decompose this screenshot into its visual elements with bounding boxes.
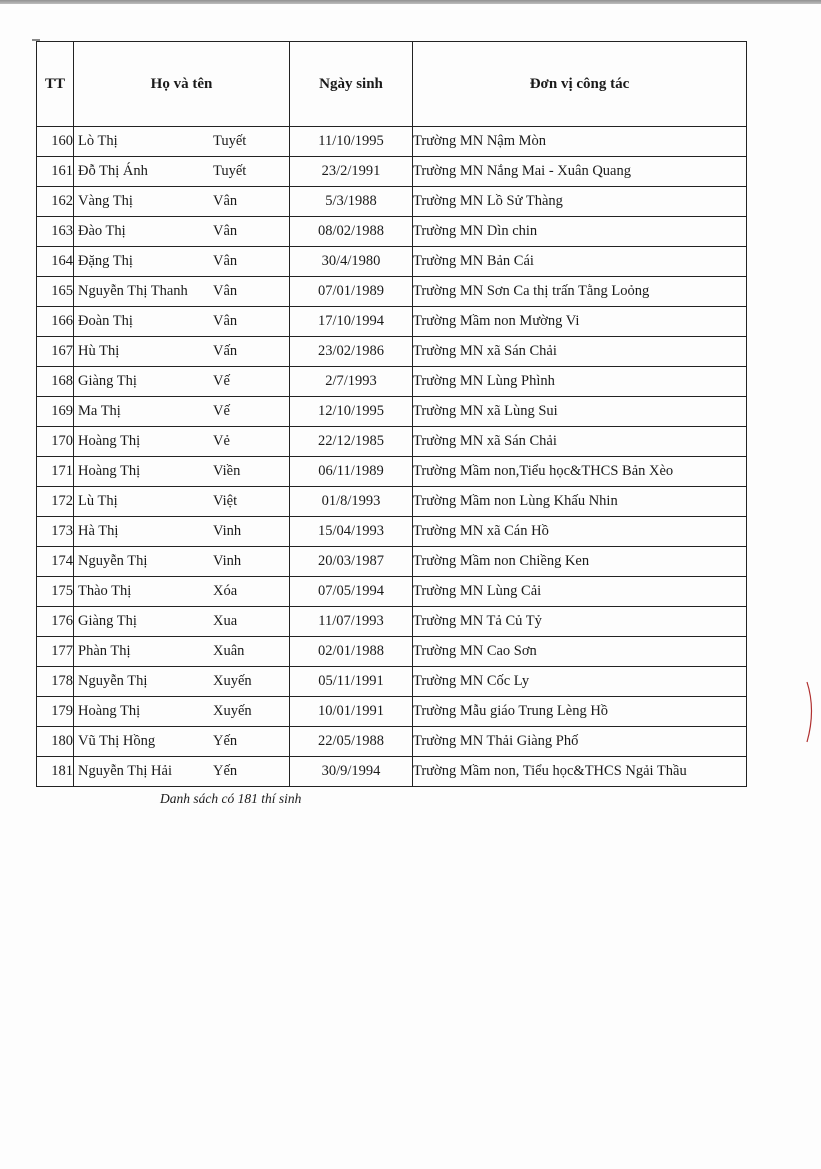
- scan-edge: [0, 0, 821, 4]
- cell-unit: Trường MN Tả Củ Tỷ: [413, 607, 747, 637]
- cell-name: [74, 397, 290, 427]
- cell-name: [74, 727, 290, 757]
- cell-dob: 15/04/1993: [290, 517, 413, 547]
- cell-unit: Trường MN xã Lùng Sui: [413, 397, 747, 427]
- table-row: [37, 187, 747, 217]
- table-row: [37, 337, 747, 367]
- cell-dob: 20/03/1987: [290, 547, 413, 577]
- table-row: [37, 517, 747, 547]
- cell-dob: 17/10/1994: [290, 307, 413, 337]
- cell-dob: 07/05/1994: [290, 577, 413, 607]
- header-dob: Ngày sinh: [290, 42, 413, 127]
- last-name: Xóa: [213, 583, 238, 599]
- cell-tt: 179: [37, 697, 74, 727]
- cell-dob: 11/10/1995: [290, 127, 413, 157]
- cell-unit: Trường Mẫu giáo Trung Lèng Hồ: [413, 697, 747, 727]
- cell-name: [74, 517, 290, 547]
- cell-tt: 170: [37, 427, 74, 457]
- last-name: Xuân: [213, 643, 245, 659]
- cell-unit: Trường MN Cao Sơn: [413, 637, 747, 667]
- cell-unit: Trường Mầm non Lùng Khấu Nhin: [413, 487, 747, 517]
- cell-name: [74, 337, 290, 367]
- cell-name: [74, 307, 290, 337]
- table-row: [37, 487, 747, 517]
- cell-dob: 22/05/1988: [290, 727, 413, 757]
- given-name: Hà Thị: [78, 523, 119, 539]
- given-name: Nguyễn Thị: [78, 673, 148, 689]
- cell-dob: 23/02/1986: [290, 337, 413, 367]
- cell-name: [74, 367, 290, 397]
- cell-unit: Trường MN xã Sán Chải: [413, 427, 747, 457]
- table-row: [37, 457, 747, 487]
- cell-unit: Trường MN xã Sán Chải: [413, 337, 747, 367]
- table-row: [37, 757, 747, 787]
- cell-name: [74, 277, 290, 307]
- last-name: Vân: [213, 253, 238, 269]
- cell-dob: 23/2/1991: [290, 157, 413, 187]
- cell-tt: 161: [37, 157, 74, 187]
- candidate-table: [36, 41, 747, 787]
- last-name: Tuyết: [213, 133, 247, 149]
- cell-dob: 12/10/1995: [290, 397, 413, 427]
- cell-unit: Trường MN Lùng Phình: [413, 367, 747, 397]
- table-row: [37, 577, 747, 607]
- cell-unit: Trường MN Cốc Ly: [413, 667, 747, 697]
- cell-name: [74, 247, 290, 277]
- cell-tt: 164: [37, 247, 74, 277]
- cell-unit: Trường MN Lùng Cải: [413, 577, 747, 607]
- last-name: Vinh: [213, 523, 242, 539]
- cell-tt: 175: [37, 577, 74, 607]
- cell-dob: 11/07/1993: [290, 607, 413, 637]
- table-row: [37, 427, 747, 457]
- given-name: Hoàng Thị: [78, 703, 141, 719]
- given-name: Nguyễn Thị Hải: [78, 763, 172, 779]
- cell-name: [74, 457, 290, 487]
- cell-dob: 05/11/1991: [290, 667, 413, 697]
- cell-tt: 167: [37, 337, 74, 367]
- cell-dob: 01/8/1993: [290, 487, 413, 517]
- cell-unit: Trường MN Nậm Mòn: [413, 127, 747, 157]
- cell-unit: Trường MN Lồ Sử Thàng: [413, 187, 747, 217]
- footnote: Danh sách có 181 thí sinh: [160, 791, 302, 806]
- given-name: Ma Thị: [78, 403, 121, 419]
- last-name: Vẻ: [213, 433, 230, 449]
- table-row: [37, 157, 747, 187]
- cell-dob: 06/11/1989: [290, 457, 413, 487]
- last-name: Xuyến: [213, 673, 252, 689]
- table-row: [37, 637, 747, 667]
- cell-tt: 176: [37, 607, 74, 637]
- cell-unit: Trường MN Thải Giàng Phố: [413, 727, 747, 757]
- given-name: Nguyễn Thị Thanh: [78, 283, 188, 299]
- cell-tt: 180: [37, 727, 74, 757]
- cell-dob: 08/02/1988: [290, 217, 413, 247]
- header-tt: TT: [37, 42, 74, 127]
- cell-tt: 168: [37, 367, 74, 397]
- table-row: [37, 127, 747, 157]
- given-name: Giàng Thị: [78, 373, 137, 389]
- cell-tt: 181: [37, 757, 74, 787]
- last-name: Xuyến: [213, 703, 252, 719]
- given-name: Hù Thị: [78, 343, 120, 359]
- margin-mark: [803, 680, 817, 744]
- given-name: Đoàn Thị: [78, 313, 133, 329]
- cell-tt: 166: [37, 307, 74, 337]
- cell-tt: 160: [37, 127, 74, 157]
- cell-name: [74, 667, 290, 697]
- given-name: Lò Thị: [78, 133, 118, 149]
- cell-dob: 5/3/1988: [290, 187, 413, 217]
- given-name: Vàng Thị: [78, 193, 133, 209]
- given-name: Vũ Thị Hồng: [78, 733, 156, 749]
- last-name: Vế: [213, 373, 230, 389]
- last-name: Tuyết: [213, 163, 247, 179]
- cell-tt: 162: [37, 187, 74, 217]
- cell-unit: Trường MN Bản Cái: [413, 247, 747, 277]
- given-name: Thào Thị: [78, 583, 132, 599]
- cell-name: [74, 577, 290, 607]
- table-row: [37, 277, 747, 307]
- table-row: [37, 697, 747, 727]
- cell-tt: 171: [37, 457, 74, 487]
- cell-dob: 10/01/1991: [290, 697, 413, 727]
- cell-unit: Trường MN xã Cán Hồ: [413, 517, 747, 547]
- table-row: [37, 397, 747, 427]
- last-name: Yến: [213, 733, 238, 749]
- last-name: Vân: [213, 313, 238, 329]
- cell-name: [74, 637, 290, 667]
- given-name: Lù Thị: [78, 493, 118, 509]
- cell-dob: 02/01/1988: [290, 637, 413, 667]
- cell-name: [74, 157, 290, 187]
- cell-unit: Trường Mầm non Mường Vi: [413, 307, 747, 337]
- given-name: Hoàng Thị: [78, 463, 141, 479]
- cell-tt: 173: [37, 517, 74, 547]
- cell-tt: 165: [37, 277, 74, 307]
- last-name: Viền: [213, 463, 241, 479]
- cell-name: [74, 697, 290, 727]
- last-name: Vân: [213, 223, 238, 239]
- given-name: Hoàng Thị: [78, 433, 141, 449]
- cell-dob: 22/12/1985: [290, 427, 413, 457]
- last-name: Vân: [213, 283, 238, 299]
- table-row: [37, 667, 747, 697]
- cell-name: [74, 427, 290, 457]
- last-name: Yến: [213, 763, 238, 779]
- given-name: Giàng Thị: [78, 613, 137, 629]
- table-row: [37, 367, 747, 397]
- cell-dob: 30/9/1994: [290, 757, 413, 787]
- last-name: Vân: [213, 193, 238, 209]
- last-name: Xua: [213, 613, 238, 629]
- header-name: Họ và tên: [74, 42, 290, 127]
- cell-name: [74, 217, 290, 247]
- cell-tt: 178: [37, 667, 74, 697]
- cell-unit: Trường Mầm non Chiềng Ken: [413, 547, 747, 577]
- cell-tt: 177: [37, 637, 74, 667]
- last-name: Vinh: [213, 553, 242, 569]
- header-unit: Đơn vị công tác: [413, 42, 747, 127]
- table-header-row: [37, 42, 747, 127]
- given-name: Đào Thị: [78, 223, 126, 239]
- cell-name: [74, 607, 290, 637]
- table-row: [37, 607, 747, 637]
- cell-unit: Trường MN Dìn chin: [413, 217, 747, 247]
- cell-name: [74, 187, 290, 217]
- cell-unit: Trường Mầm non,Tiểu học&THCS Bản Xèo: [413, 457, 747, 487]
- cell-dob: 07/01/1989: [290, 277, 413, 307]
- given-name: Nguyễn Thị: [78, 553, 148, 569]
- cell-name: [74, 487, 290, 517]
- table-body: [37, 127, 747, 787]
- cell-dob: 2/7/1993: [290, 367, 413, 397]
- cell-tt: 174: [37, 547, 74, 577]
- given-name: Đỗ Thị Ánh: [78, 163, 148, 179]
- table-row: [37, 247, 747, 277]
- cell-unit: Trường MN Nắng Mai - Xuân Quang: [413, 157, 747, 187]
- cell-unit: Trường Mầm non, Tiểu học&THCS Ngải Thầu: [413, 757, 747, 787]
- cell-name: [74, 547, 290, 577]
- last-name: Việt: [213, 493, 238, 509]
- cell-tt: 169: [37, 397, 74, 427]
- given-name: Đặng Thị: [78, 253, 133, 269]
- cell-name: [74, 127, 290, 157]
- table-row: [37, 217, 747, 247]
- given-name: Phàn Thị: [78, 643, 131, 659]
- table-row: [37, 727, 747, 757]
- cell-name: [74, 757, 290, 787]
- cell-unit: Trường MN Sơn Ca thị trấn Tằng Loỏng: [413, 277, 747, 307]
- table-row: [37, 547, 747, 577]
- last-name: Vấn: [213, 343, 238, 359]
- cell-tt: 163: [37, 217, 74, 247]
- table-row: [37, 307, 747, 337]
- cell-dob: 30/4/1980: [290, 247, 413, 277]
- last-name: Vế: [213, 403, 230, 419]
- cell-tt: 172: [37, 487, 74, 517]
